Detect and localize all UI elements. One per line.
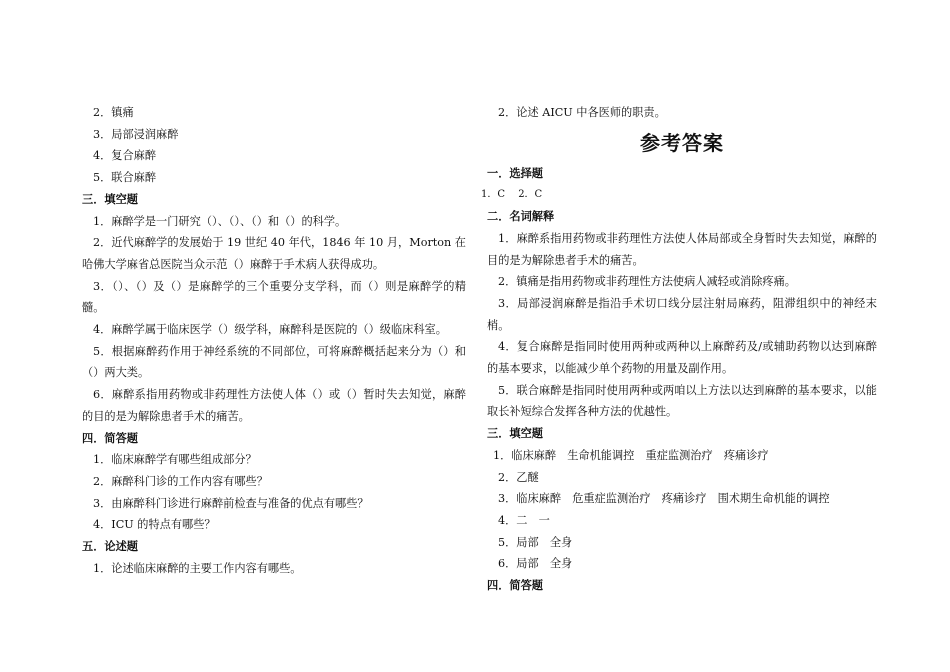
section-heading-choice: 一．选择题 xyxy=(487,165,543,180)
right-column xyxy=(481,102,877,597)
left-column xyxy=(82,102,466,579)
answer-item: 4．二 一 xyxy=(498,513,550,527)
answer-item: 5．局部 全身 xyxy=(498,535,573,549)
option-line: 4．复合麻醉 xyxy=(93,149,157,163)
answer-item: 3．临床麻醉 危重症监测治疗 疼痛诊疗 围术期生命机能的调控 xyxy=(498,492,830,506)
option-line: 5．联合麻醉 xyxy=(93,171,157,185)
section-heading-fill-answers: 三．填空题 xyxy=(487,426,543,441)
question-item: 4．麻醉学属于临床医学（）级学科，麻醉科是医院的（）级临床科室。 xyxy=(93,323,447,337)
section-heading-fill: 三．填空题 xyxy=(82,191,138,206)
section-heading-terms: 二．名词解释 xyxy=(487,209,555,224)
answers-title: 参考答案 xyxy=(640,130,724,155)
question-item: 3．（）、（）及（）是麻醉学的三个重要分支学科，而（）则是麻醉学的精髓。 xyxy=(82,279,466,315)
question-item: 2．近代麻醉学的发展始于 19 世纪 40 年代，1846 年 10 月，Morton 在哈佛大学麻省总医院当众示范（）麻醉于手术病人获得成功。 xyxy=(82,236,466,271)
answer-item: 1．临床麻醉 生命机能调控 重症监测治疗 疼痛诊疗 xyxy=(493,448,769,462)
question-item: 2．论述 AICU 中各医师的职责。 xyxy=(498,106,666,119)
answer-item: 6．局部 全身 xyxy=(498,557,573,571)
answer-item: 5．联合麻醉是指同时使用两种或两咱以上方法以达到麻醉的基本要求，以能取长补短综合发挥各种方法的优越性。 xyxy=(487,383,877,419)
option-line: 2．镇痛 xyxy=(93,106,134,119)
answer-item: 2．镇痛是指用药物或非药理性方法使病人减轻或消除疼痛。 xyxy=(498,275,796,289)
question-item: 1．临床麻醉学有哪些组成部分？ xyxy=(93,453,257,467)
option-line: 3．局部浸润麻醉 xyxy=(93,127,179,141)
answer-item: 3．局部浸润麻醉是指沿手术切口线分层注射局麻药，阻滞组织中的神经末梢。 xyxy=(487,296,877,332)
section-heading-essay: 五．论述题 xyxy=(82,539,138,554)
question-item: 6．麻醉系指用药物或非药理性方法使人体（）或（）暂时失去知觉，麻醉的目的是为解除患者手术的痛苦。 xyxy=(82,388,466,423)
question-item: 1．论述临床麻醉的主要工作内容有哪些。 xyxy=(93,561,302,575)
question-item: 5．根据麻醉药作用于神经系统的不同部位，可将麻醉概括起来分为（）和（）两大类。 xyxy=(82,344,466,380)
question-item: 4．ICU 的特点有哪些？ xyxy=(93,518,216,532)
question-item: 1．麻醉学是一门研究（）、（）、（）和（）的科学。 xyxy=(93,214,347,228)
answer-item: 1．麻醉系指用药物或非药理性方法使人体局部或全身暂时失去知觉，麻醉的目的是为解除患者手术的痛苦。 xyxy=(487,231,877,267)
answer-item: 4．复合麻醉是指同时使用两种或两种以上麻醉药及/或辅助药物以达到麻醉的基本要求，以能减少单个药物的用量及副作用。 xyxy=(487,340,877,376)
answer-item: 2．乙醚 xyxy=(498,470,539,484)
section-heading-short: 四．简答题 xyxy=(82,430,138,445)
choice-answers: 1．C 2．C xyxy=(481,189,543,201)
question-item: 3．由麻醉科门诊进行麻醉前检查与准备的优点有哪些？ xyxy=(93,496,369,510)
section-heading-short-answers: 四．简答题 xyxy=(487,578,543,593)
question-item: 2．麻醉科门诊的工作内容有哪些？ xyxy=(93,474,268,488)
